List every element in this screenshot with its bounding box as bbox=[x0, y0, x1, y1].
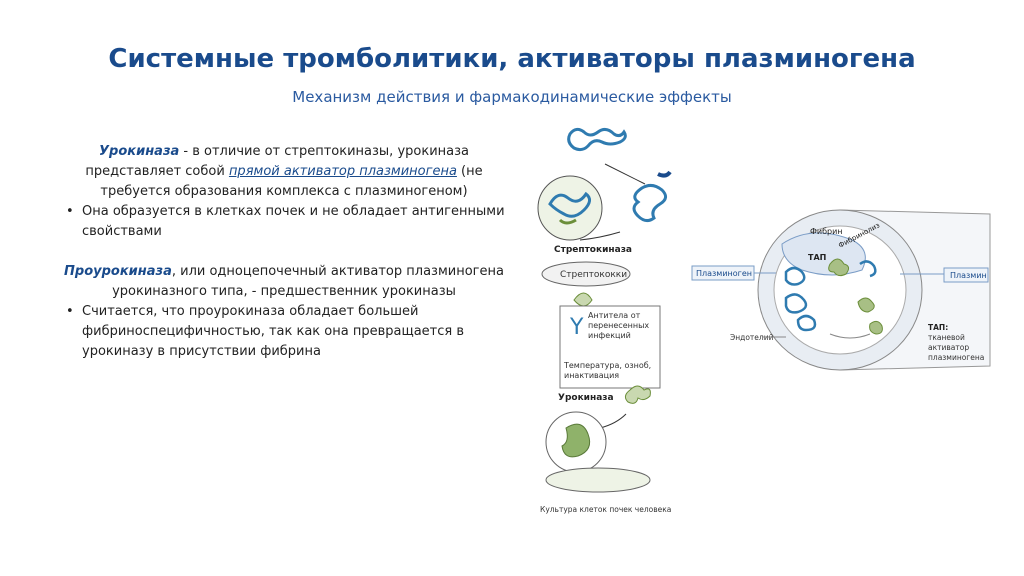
vessel-fibrinolysis-figure bbox=[690, 206, 1000, 374]
streptokinase-urokinase-figure bbox=[530, 124, 690, 520]
antibody-icon: Y bbox=[570, 315, 584, 340]
streptokinase-particle bbox=[574, 293, 592, 306]
tap-note-line1: тканевой bbox=[928, 333, 965, 342]
culture-dish bbox=[546, 468, 650, 492]
urokinase-paragraph bbox=[58, 142, 510, 202]
antibodies-label-1: Антитела от bbox=[588, 311, 641, 320]
direct-activator-phrase: прямой активатор плазминогена bbox=[228, 164, 457, 179]
effects-label-2: инактивация bbox=[564, 371, 620, 380]
endothelium-label: Эндотелий bbox=[730, 333, 774, 342]
fibrin-label: Фибрин bbox=[810, 227, 843, 236]
antibodies-label-2: перенесенных bbox=[588, 321, 650, 330]
page-title: Системные тромболитики, активаторы плазминогена bbox=[108, 44, 916, 74]
tap-note-line3: плазминогена bbox=[928, 353, 985, 362]
urokinase-term: Урокиназа bbox=[99, 144, 180, 159]
text-content bbox=[58, 142, 510, 362]
activated-site bbox=[658, 172, 670, 176]
tap-molecule bbox=[870, 321, 883, 334]
streptococci-label: Стрептококки bbox=[560, 270, 628, 280]
prourokinase-term: Проурокиназа bbox=[64, 264, 172, 279]
culture-label: Культура клеток почек человека bbox=[540, 505, 672, 514]
page-subtitle: Механизм действия и фармакодинамические эффекты bbox=[292, 88, 732, 106]
urokinase-text: - в отличие от стрептокиназы, урокиназа представляет собой bbox=[85, 144, 469, 179]
tap-note-line2: активатор bbox=[928, 343, 970, 352]
plasmin-molecule bbox=[634, 185, 666, 220]
arrow bbox=[605, 164, 645, 184]
effects-label-1: Температура, озноб, bbox=[564, 361, 652, 370]
plasminogen-label: Плазминоген bbox=[696, 269, 752, 278]
cell-circle bbox=[538, 176, 602, 240]
urokinase-label: Урокиназа bbox=[558, 393, 614, 403]
tap-note-title: ТАП: bbox=[928, 323, 949, 332]
arrow bbox=[600, 414, 626, 428]
bullet-kidney-origin: • Она образуется в клетках почек и не обладает антигенными свойствами bbox=[58, 202, 510, 242]
fibrinolysis-label: Фибринолиз bbox=[837, 221, 882, 250]
tap-label: ТАП bbox=[808, 253, 827, 262]
prourokinase-text: , или одноцепочечный активатор плазминогена урокиназного типа, - предшественник урокиназы bbox=[112, 264, 504, 299]
antibodies-label-3: инфекций bbox=[588, 331, 631, 340]
plasmin-label: Плазмин bbox=[950, 271, 987, 280]
urokinase-molecule bbox=[625, 386, 650, 403]
streptokinase-label: Стрептокиназа bbox=[554, 245, 632, 255]
prourokinase-paragraph bbox=[58, 262, 510, 302]
urokinase-text-rest: (не требуется образования комплекса с плазминогеном) bbox=[100, 164, 483, 199]
bullet-fibrin-specificity: • Считается, что проурокиназа обладает большей фибриноспецифичностью, так как она превращается в урокиназу в присутствии фибрина bbox=[58, 302, 510, 362]
plasminogen-molecule bbox=[569, 129, 626, 149]
